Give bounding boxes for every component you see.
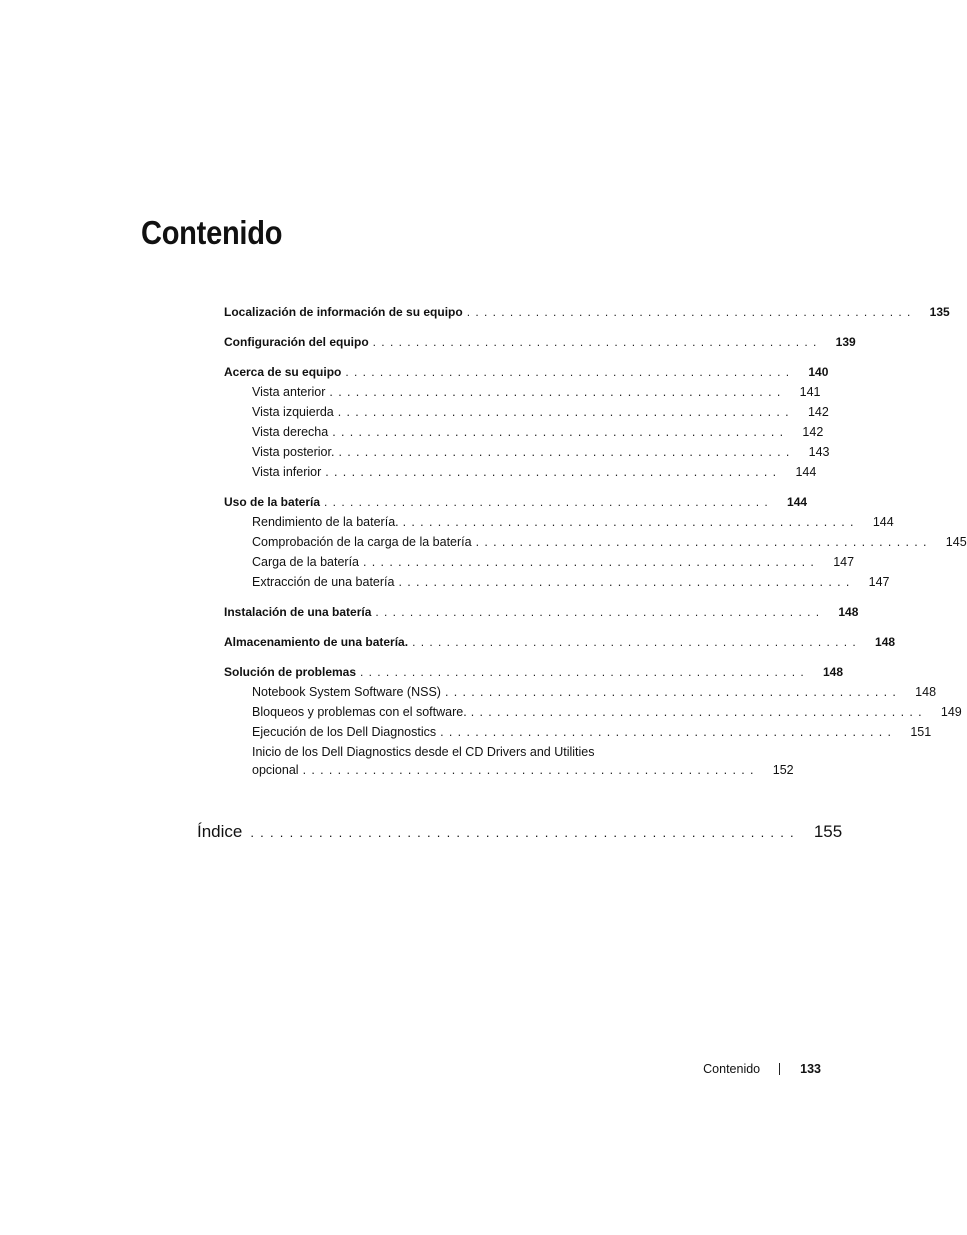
- toc-entry-label: Notebook System Software (NSS): [252, 685, 441, 699]
- toc-entry-indice[interactable]: [197, 822, 843, 842]
- toc-entry-page: 149: [940, 705, 962, 719]
- toc-entry-acerca[interactable]: [224, 364, 829, 384]
- toc-entry-page: 147: [833, 555, 855, 569]
- toc-entry-label-line1: Inicio de los Dell Diagnostics desde el CD Drivers and Utilities: [252, 745, 595, 759]
- toc-entry-page: 140: [808, 365, 829, 379]
- toc-entry-page: 144: [872, 515, 894, 529]
- toc-entry-instalacion[interactable]: [224, 604, 859, 624]
- toc-entry-page: 142: [802, 425, 824, 439]
- footer-section-name: Contenido: [703, 1062, 761, 1076]
- footer-divider: [779, 1063, 780, 1075]
- toc-entry-page: 135: [929, 305, 950, 319]
- dot-leader: ....................................................: [444, 685, 902, 699]
- dot-leader: ....................................................: [466, 305, 916, 319]
- toc-subentry-carga[interactable]: [224, 554, 855, 574]
- toc-entry-page: 142: [807, 405, 829, 419]
- toc-entry-page: 148: [915, 685, 937, 699]
- dot-leader: ....................................................: [302, 763, 759, 777]
- toc-entry-page: 147: [868, 575, 890, 589]
- toc-entry-configuracion[interactable]: [224, 334, 856, 354]
- toc-entry-page: 151: [910, 725, 932, 739]
- dot-leader: ....................................................: [325, 465, 782, 479]
- toc-entry-label: Vista izquierda: [252, 405, 334, 419]
- toc-entry-almacenamiento[interactable]: [224, 634, 896, 654]
- toc-entry-label: Vista anterior: [252, 385, 326, 399]
- toc-entry-label: Ejecución de los Dell Diagnostics: [252, 725, 437, 739]
- dot-leader: ....................................................: [412, 635, 862, 649]
- toc-subentry-rendimiento[interactable]: [224, 514, 894, 534]
- dot-leader: ....................................................: [375, 605, 825, 619]
- dot-leader: ....................................................: [324, 495, 774, 509]
- dot-leader: ....................................................: [345, 365, 795, 379]
- toc-entry-label: Comprobación de la carga de la batería: [252, 535, 472, 549]
- toc-entry-page: 145: [945, 535, 967, 549]
- dot-leader: ....................................................: [372, 335, 822, 349]
- dot-leader: ....................................................: [360, 665, 809, 679]
- dot-leader: ....................................................: [398, 575, 855, 589]
- toc-subentry-ejecucion[interactable]: [224, 724, 932, 744]
- page-footer: [0, 1062, 821, 1076]
- dot-leader: ....................................................: [402, 515, 859, 529]
- footer-page-number: 133: [800, 1062, 821, 1076]
- toc-entry-page: 143: [808, 445, 830, 459]
- toc-entry-label: Acerca de su equipo: [224, 365, 342, 379]
- toc-entry-page: 144: [795, 465, 817, 479]
- toc-entry-page: 148: [838, 605, 859, 619]
- toc-subentry-vista-derecha[interactable]: [224, 424, 824, 444]
- toc-subentry-vista-anterior[interactable]: [224, 384, 821, 404]
- dot-leader: ....................................................: [470, 705, 927, 719]
- toc-entry-page: 148: [823, 665, 844, 679]
- toc-subentry-vista-posterior[interactable]: [224, 444, 830, 464]
- toc-entry-label: Vista inferior: [252, 465, 322, 479]
- toc-subentry-bloqueos[interactable]: [224, 704, 962, 724]
- toc-subentry-nss[interactable]: [224, 684, 937, 704]
- toc-entry-label: Bloqueos y problemas con el software.: [252, 705, 467, 719]
- toc-entry-page: 155: [813, 822, 843, 841]
- dot-leader: ....................................................: [337, 405, 794, 419]
- toc-subentry-comprobacion[interactable]: [224, 534, 967, 554]
- toc-entry-label: Carga de la batería: [252, 555, 360, 569]
- table-of-contents: [224, 304, 967, 782]
- dot-leader: ....................................................: [440, 725, 897, 739]
- toc-entry-solucion[interactable]: [224, 664, 844, 684]
- toc-entry-label: Almacenamiento de una batería.: [224, 635, 409, 649]
- toc-entry-page: 148: [875, 635, 896, 649]
- toc-entry-label: Índice: [197, 822, 243, 841]
- toc-subentry-extraccion[interactable]: [224, 574, 890, 594]
- dot-leader: ....................................................: [332, 425, 789, 439]
- toc-entry-page: 152: [772, 763, 794, 777]
- toc-entry-label: Localización de información de su equipo: [224, 305, 463, 319]
- dot-leader: ....................................................: [475, 535, 932, 549]
- page-title: Contenido: [141, 214, 283, 251]
- toc-entry-label-line2: opcional: [252, 763, 299, 777]
- toc-entry-uso-bateria[interactable]: [224, 494, 808, 514]
- toc-entry-page: 139: [835, 335, 856, 349]
- dot-leader: ....................................................: [329, 385, 786, 399]
- toc-entry-label: Uso de la batería: [224, 495, 321, 509]
- dot-leader: ........................................................: [250, 825, 800, 840]
- dot-leader: ....................................................: [338, 445, 795, 459]
- toc-entry-page: 144: [787, 495, 808, 509]
- toc-entry-label: Vista derecha: [252, 425, 329, 439]
- toc-entry-page: 141: [799, 385, 821, 399]
- toc-entry-label: Extracción de una batería: [252, 575, 395, 589]
- toc-entry-label: Rendimiento de la batería.: [252, 515, 399, 529]
- toc-subentry-vista-izquierda[interactable]: [224, 404, 829, 424]
- toc-entry-label: Vista posterior.: [252, 445, 335, 459]
- toc-subentry-inicio[interactable]: [224, 744, 794, 782]
- dot-leader: ....................................................: [363, 555, 820, 569]
- toc-entry-localizacion[interactable]: [224, 304, 950, 324]
- toc-entry-label: Configuración del equipo: [224, 335, 369, 349]
- toc-entry-label: Solución de problemas: [224, 665, 357, 679]
- toc-subentry-vista-inferior[interactable]: [224, 464, 817, 484]
- toc-entry-label: Instalación de una batería: [224, 605, 372, 619]
